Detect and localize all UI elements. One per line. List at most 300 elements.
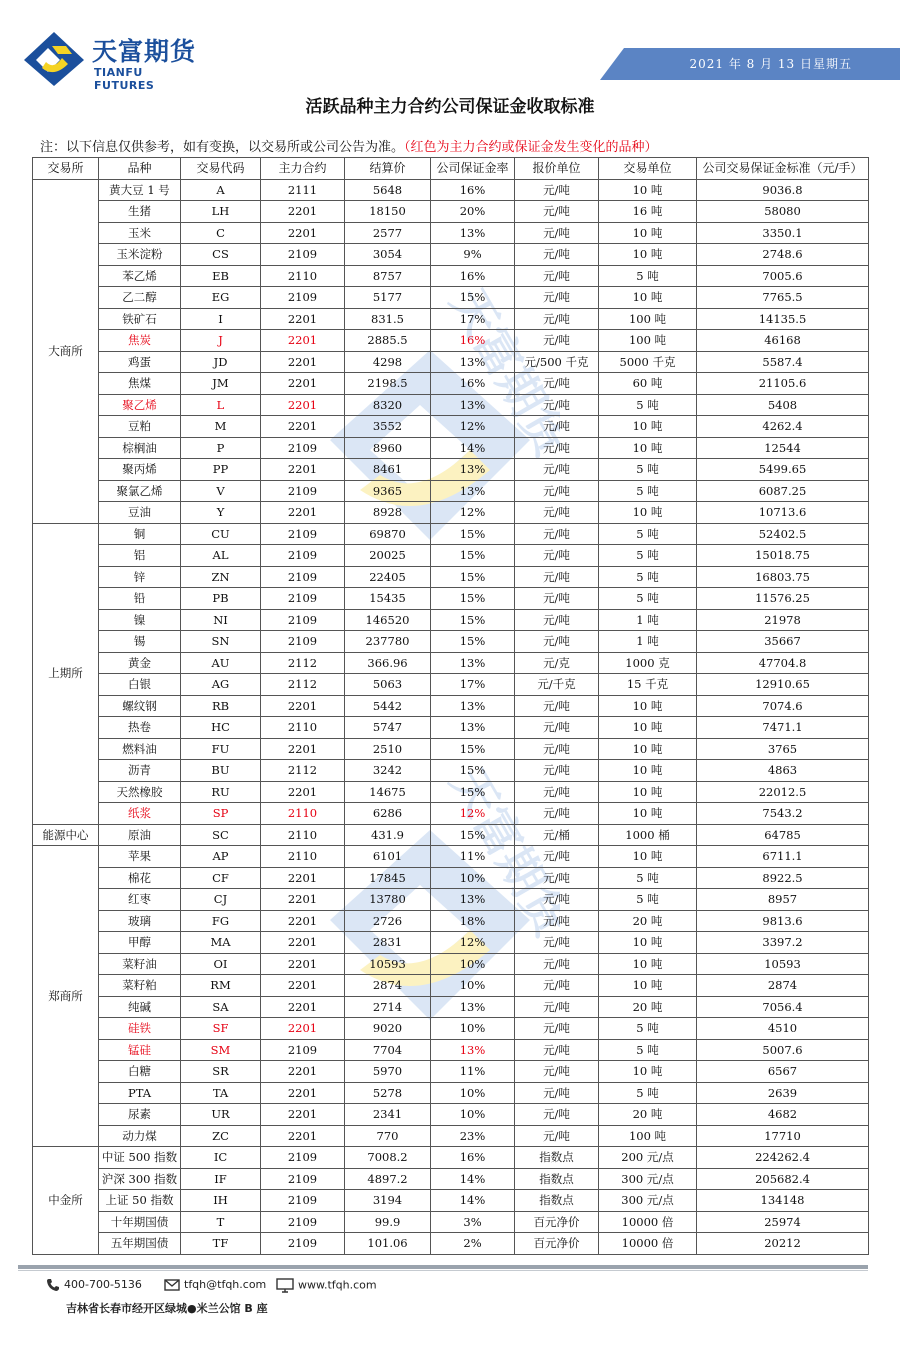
margin-rate-cell: 10%: [431, 975, 515, 997]
main-contract-cell: 2201: [261, 351, 345, 373]
main-contract-cell: 2201: [261, 975, 345, 997]
margin-standard-cell: 12910.65: [697, 674, 869, 696]
settle-price-cell: 5442: [345, 695, 431, 717]
trade-code-cell: RU: [181, 781, 261, 803]
table-row: [33, 1233, 869, 1255]
margin-standard-cell: 52402.5: [697, 523, 869, 545]
settle-price-cell: 2198.5: [345, 373, 431, 395]
margin-table: [32, 157, 869, 1255]
product-name-cell: 苹果: [99, 846, 181, 868]
settle-price-cell: 5278: [345, 1082, 431, 1104]
header-margin-standard: 公司交易保证金标准（元/手）: [697, 158, 869, 180]
product-name-cell: 玻璃: [99, 910, 181, 932]
trade-code-cell: MA: [181, 932, 261, 954]
table-row: [33, 695, 869, 717]
trade-unit-cell: 10 吨: [599, 416, 697, 438]
main-contract-cell: 2201: [261, 1082, 345, 1104]
trade-code-cell: CJ: [181, 889, 261, 911]
settle-price-cell: 5970: [345, 1061, 431, 1083]
trade-unit-cell: 10 吨: [599, 953, 697, 975]
exchange-cell: 大商所: [33, 179, 99, 523]
product-name-cell: 棉花: [99, 867, 181, 889]
margin-standard-cell: 6567: [697, 1061, 869, 1083]
margin-standard-cell: 3765: [697, 738, 869, 760]
quote-unit-cell: 元/吨: [515, 631, 599, 653]
quote-unit-cell: 元/吨: [515, 932, 599, 954]
product-name-cell: 生猪: [99, 201, 181, 223]
trade-code-cell: AG: [181, 674, 261, 696]
product-name-cell: 苯乙烯: [99, 265, 181, 287]
trade-code-cell: AL: [181, 545, 261, 567]
product-name-cell: 十年期国债: [99, 1211, 181, 1233]
trade-code-cell: IH: [181, 1190, 261, 1212]
main-contract-cell: 2201: [261, 695, 345, 717]
product-name-cell: 聚氯乙烯: [99, 480, 181, 502]
website-link[interactable]: www.tfqh.com: [298, 1278, 377, 1292]
trade-unit-cell: 20 吨: [599, 996, 697, 1018]
footer-phone: [46, 1278, 142, 1292]
product-name-cell: 黄大豆 1 号: [99, 179, 181, 201]
trade-code-cell: SC: [181, 824, 261, 846]
table-row: [33, 1018, 869, 1040]
margin-standard-cell: 16803.75: [697, 566, 869, 588]
svg-text:天富期货: 天富期货: [440, 278, 560, 465]
trade-unit-cell: 10 吨: [599, 179, 697, 201]
table-row: [33, 975, 869, 997]
report-date: 2021 年 8 月 13 日星期五: [689, 57, 852, 71]
quote-unit-cell: 元/吨: [515, 588, 599, 610]
trade-code-cell: Y: [181, 502, 261, 524]
settle-price-cell: 10593: [345, 953, 431, 975]
margin-standard-cell: 35667: [697, 631, 869, 653]
product-name-cell: 红枣: [99, 889, 181, 911]
quote-unit-cell: 元/吨: [515, 502, 599, 524]
settle-price-cell: 3242: [345, 760, 431, 782]
main-contract-cell: 2201: [261, 394, 345, 416]
trade-code-cell: OI: [181, 953, 261, 975]
trade-unit-cell: 5000 千克: [599, 351, 697, 373]
margin-standard-cell: 9036.8: [697, 179, 869, 201]
trade-unit-cell: 5 吨: [599, 1039, 697, 1061]
product-name-cell: 燃料油: [99, 738, 181, 760]
settle-price-cell: 15435: [345, 588, 431, 610]
quote-unit-cell: 元/吨: [515, 803, 599, 825]
trade-code-cell: A: [181, 179, 261, 201]
quote-unit-cell: 元/吨: [515, 910, 599, 932]
margin-rate-cell: 12%: [431, 803, 515, 825]
trade-code-cell: SN: [181, 631, 261, 653]
product-name-cell: 菜籽油: [99, 953, 181, 975]
margin-rate-cell: 15%: [431, 545, 515, 567]
margin-rate-cell: 15%: [431, 566, 515, 588]
margin-rate-cell: 20%: [431, 201, 515, 223]
main-contract-cell: 2201: [261, 1018, 345, 1040]
trade-code-cell: AU: [181, 652, 261, 674]
trade-unit-cell: 10 吨: [599, 846, 697, 868]
product-name-cell: 白糖: [99, 1061, 181, 1083]
trade-unit-cell: 100 吨: [599, 1125, 697, 1147]
quote-unit-cell: 元/吨: [515, 867, 599, 889]
margin-standard-cell: 7543.2: [697, 803, 869, 825]
header-product: 品种: [99, 158, 181, 180]
product-name-cell: 玉米: [99, 222, 181, 244]
trade-code-cell: J: [181, 330, 261, 352]
trade-code-cell: JM: [181, 373, 261, 395]
margin-standard-cell: 3397.2: [697, 932, 869, 954]
product-name-cell: 纯碱: [99, 996, 181, 1018]
table-row: [33, 437, 869, 459]
margin-standard-cell: 8922.5: [697, 867, 869, 889]
logo-chinese-name: 天富期货: [92, 37, 197, 66]
trade-code-cell: ZN: [181, 566, 261, 588]
settle-price-cell: 2874: [345, 975, 431, 997]
table-row: [33, 416, 869, 438]
settle-price-cell: 8928: [345, 502, 431, 524]
product-name-cell: 甲醇: [99, 932, 181, 954]
product-name-cell: 黄金: [99, 652, 181, 674]
trade-unit-cell: 5 吨: [599, 265, 697, 287]
margin-standard-cell: 5499.65: [697, 459, 869, 481]
margin-standard-cell: 9813.6: [697, 910, 869, 932]
phone-icon: [46, 1278, 60, 1292]
margin-standard-cell: 134148: [697, 1190, 869, 1212]
trade-unit-cell: 5 吨: [599, 523, 697, 545]
margin-standard-cell: 224262.4: [697, 1147, 869, 1169]
settle-price-cell: 2831: [345, 932, 431, 954]
margin-standard-cell: 5408: [697, 394, 869, 416]
product-name-cell: 棕榈油: [99, 437, 181, 459]
table-row: [33, 588, 869, 610]
trade-code-cell: BU: [181, 760, 261, 782]
settle-price-cell: 6286: [345, 803, 431, 825]
table-row: [33, 566, 869, 588]
main-contract-cell: 2110: [261, 846, 345, 868]
table-row: [33, 394, 869, 416]
table-row: [33, 910, 869, 932]
trade-unit-cell: 300 元/点: [599, 1190, 697, 1212]
main-contract-cell: 2201: [261, 781, 345, 803]
settle-price-cell: 7008.2: [345, 1147, 431, 1169]
margin-standard-cell: 7074.6: [697, 695, 869, 717]
exchange-cell: 中金所: [33, 1147, 99, 1255]
margin-standard-cell: 2639: [697, 1082, 869, 1104]
quote-unit-cell: 元/吨: [515, 1018, 599, 1040]
margin-standard-cell: 15018.75: [697, 545, 869, 567]
margin-rate-cell: 15%: [431, 609, 515, 631]
margin-rate-cell: 13%: [431, 652, 515, 674]
trade-code-cell: CF: [181, 867, 261, 889]
quote-unit-cell: 元/吨: [515, 609, 599, 631]
table-row: [33, 803, 869, 825]
quote-unit-cell: 元/吨: [515, 996, 599, 1018]
settle-price-cell: 146520: [345, 609, 431, 631]
trade-unit-cell: 10 吨: [599, 803, 697, 825]
margin-rate-cell: 10%: [431, 953, 515, 975]
trade-unit-cell: 10 吨: [599, 975, 697, 997]
main-contract-cell: 2112: [261, 760, 345, 782]
trade-unit-cell: 20 吨: [599, 910, 697, 932]
quote-unit-cell: 元/吨: [515, 738, 599, 760]
margin-rate-cell: 10%: [431, 867, 515, 889]
table-row: [33, 717, 869, 739]
trade-code-cell: EB: [181, 265, 261, 287]
trade-code-cell: SF: [181, 1018, 261, 1040]
product-name-cell: 原油: [99, 824, 181, 846]
main-contract-cell: 2109: [261, 480, 345, 502]
trade-code-cell: IF: [181, 1168, 261, 1190]
quote-unit-cell: 百元净价: [515, 1211, 599, 1233]
table-row: [33, 1104, 869, 1126]
margin-rate-cell: 11%: [431, 1061, 515, 1083]
table-row: [33, 846, 869, 868]
quote-unit-cell: 元/吨: [515, 717, 599, 739]
main-contract-cell: 2109: [261, 588, 345, 610]
product-name-cell: 镍: [99, 609, 181, 631]
margin-rate-cell: 13%: [431, 695, 515, 717]
settle-price-cell: 4298: [345, 351, 431, 373]
table-row: [33, 1190, 869, 1212]
margin-rate-cell: 16%: [431, 265, 515, 287]
table-row: [33, 1211, 869, 1233]
margin-standard-cell: 10713.6: [697, 502, 869, 524]
margin-rate-cell: 17%: [431, 674, 515, 696]
margin-rate-cell: 13%: [431, 1039, 515, 1061]
product-name-cell: 上证 50 指数: [99, 1190, 181, 1212]
monitor-icon: [276, 1278, 294, 1293]
table-row: [33, 179, 869, 201]
margin-standard-cell: 5587.4: [697, 351, 869, 373]
settle-price-cell: 14675: [345, 781, 431, 803]
quote-unit-cell: 元/吨: [515, 889, 599, 911]
settle-price-cell: 69870: [345, 523, 431, 545]
quote-unit-cell: 指数点: [515, 1147, 599, 1169]
trade-unit-cell: 60 吨: [599, 373, 697, 395]
table-row: [33, 244, 869, 266]
table-row: [33, 953, 869, 975]
main-contract-cell: 2201: [261, 222, 345, 244]
table-row: [33, 480, 869, 502]
quote-unit-cell: 指数点: [515, 1190, 599, 1212]
margin-standard-cell: 4510: [697, 1018, 869, 1040]
margin-standard-cell: 6711.1: [697, 846, 869, 868]
quote-unit-cell: 元/千克: [515, 674, 599, 696]
quote-unit-cell: 元/吨: [515, 222, 599, 244]
margin-rate-cell: 15%: [431, 631, 515, 653]
trade-unit-cell: 100 吨: [599, 308, 697, 330]
table-row: [33, 1039, 869, 1061]
trade-unit-cell: 1 吨: [599, 609, 697, 631]
quote-unit-cell: 元/克: [515, 652, 599, 674]
exchange-cell: 能源中心: [33, 824, 99, 846]
settle-price-cell: 366.96: [345, 652, 431, 674]
table-row: [33, 674, 869, 696]
trade-unit-cell: 5 吨: [599, 889, 697, 911]
main-contract-cell: 2109: [261, 1233, 345, 1255]
product-name-cell: 铜: [99, 523, 181, 545]
trade-code-cell: RM: [181, 975, 261, 997]
settle-price-cell: 3552: [345, 416, 431, 438]
margin-rate-cell: 16%: [431, 1147, 515, 1169]
margin-rate-cell: 12%: [431, 416, 515, 438]
settle-price-cell: 770: [345, 1125, 431, 1147]
table-row: [33, 1125, 869, 1147]
margin-standard-cell: 58080: [697, 201, 869, 223]
main-contract-cell: 2112: [261, 674, 345, 696]
margin-rate-cell: 15%: [431, 588, 515, 610]
trade-code-cell: PP: [181, 459, 261, 481]
quote-unit-cell: 元/吨: [515, 1061, 599, 1083]
trade-code-cell: FG: [181, 910, 261, 932]
settle-price-cell: 431.9: [345, 824, 431, 846]
table-row: [33, 1168, 869, 1190]
exchange-cell: 郑商所: [33, 846, 99, 1147]
trade-unit-cell: 10 吨: [599, 502, 697, 524]
trade-code-cell: T: [181, 1211, 261, 1233]
margin-rate-cell: 13%: [431, 394, 515, 416]
main-contract-cell: 2201: [261, 910, 345, 932]
main-contract-cell: 2109: [261, 437, 345, 459]
margin-rate-cell: 13%: [431, 480, 515, 502]
settle-price-cell: 99.9: [345, 1211, 431, 1233]
margin-rate-cell: 15%: [431, 738, 515, 760]
quote-unit-cell: 指数点: [515, 1168, 599, 1190]
trade-unit-cell: 10 吨: [599, 437, 697, 459]
trade-unit-cell: 16 吨: [599, 201, 697, 223]
table-row: [33, 781, 869, 803]
settle-price-cell: 9020: [345, 1018, 431, 1040]
trade-unit-cell: 1000 克: [599, 652, 697, 674]
quote-unit-cell: 元/吨: [515, 781, 599, 803]
trade-code-cell: CU: [181, 523, 261, 545]
quote-unit-cell: 元/吨: [515, 459, 599, 481]
margin-standard-cell: 17710: [697, 1125, 869, 1147]
trade-unit-cell: 5 吨: [599, 566, 697, 588]
trade-unit-cell: 10 吨: [599, 695, 697, 717]
margin-rate-cell: 14%: [431, 1190, 515, 1212]
trade-code-cell: V: [181, 480, 261, 502]
trade-code-cell: FU: [181, 738, 261, 760]
product-name-cell: 锡: [99, 631, 181, 653]
email-address[interactable]: tfqh@tfqh.com: [184, 1278, 267, 1291]
main-contract-cell: 2109: [261, 1168, 345, 1190]
settle-price-cell: 5063: [345, 674, 431, 696]
trade-unit-cell: 10 吨: [599, 932, 697, 954]
settle-price-cell: 13780: [345, 889, 431, 911]
product-name-cell: 豆油: [99, 502, 181, 524]
trade-code-cell: RB: [181, 695, 261, 717]
quote-unit-cell: 元/吨: [515, 695, 599, 717]
margin-rate-cell: 15%: [431, 287, 515, 309]
quote-unit-cell: 元/吨: [515, 373, 599, 395]
settle-price-cell: 5747: [345, 717, 431, 739]
quote-unit-cell: 元/吨: [515, 846, 599, 868]
header-quote-unit: 报价单位: [515, 158, 599, 180]
product-name-cell: 锌: [99, 566, 181, 588]
table-row: [33, 351, 869, 373]
margin-standard-cell: 3350.1: [697, 222, 869, 244]
table-row: [33, 1082, 869, 1104]
product-name-cell: 豆粕: [99, 416, 181, 438]
svg-text:天富期货: 天富期货: [440, 758, 560, 945]
trade-unit-cell: 10 吨: [599, 717, 697, 739]
quote-unit-cell: 百元净价: [515, 1233, 599, 1255]
settle-price-cell: 2577: [345, 222, 431, 244]
margin-standard-cell: 25974: [697, 1211, 869, 1233]
settle-price-cell: 2510: [345, 738, 431, 760]
header-exchange: 交易所: [33, 158, 99, 180]
settle-price-cell: 2885.5: [345, 330, 431, 352]
main-contract-cell: 2112: [261, 652, 345, 674]
margin-standard-cell: 7056.4: [697, 996, 869, 1018]
table-row: [33, 738, 869, 760]
margin-rate-cell: 15%: [431, 760, 515, 782]
main-contract-cell: 2201: [261, 889, 345, 911]
trade-code-cell: IC: [181, 1147, 261, 1169]
margin-standard-cell: 46168: [697, 330, 869, 352]
trade-code-cell: SR: [181, 1061, 261, 1083]
margin-rate-cell: 17%: [431, 308, 515, 330]
trade-unit-cell: 1 吨: [599, 631, 697, 653]
main-contract-cell: 2109: [261, 523, 345, 545]
main-contract-cell: 2110: [261, 717, 345, 739]
product-name-cell: 焦炭: [99, 330, 181, 352]
header-contract: 主力合约: [261, 158, 345, 180]
settle-price-cell: 8757: [345, 265, 431, 287]
margin-standard-cell: 10593: [697, 953, 869, 975]
settle-price-cell: 8320: [345, 394, 431, 416]
note-main-text: 注：以下信息仅供参考，如有变换，以交易所或公司公告为准。: [40, 140, 405, 155]
margin-rate-cell: 10%: [431, 1104, 515, 1126]
margin-rate-cell: 10%: [431, 1018, 515, 1040]
settle-price-cell: 3054: [345, 244, 431, 266]
trade-code-cell: SM: [181, 1039, 261, 1061]
trade-unit-cell: 200 元/点: [599, 1147, 697, 1169]
header-settle-price: 结算价: [345, 158, 431, 180]
product-name-cell: 动力煤: [99, 1125, 181, 1147]
product-name-cell: 鸡蛋: [99, 351, 181, 373]
main-contract-cell: 2201: [261, 201, 345, 223]
table-row: [33, 459, 869, 481]
table-row: [33, 265, 869, 287]
settle-price-cell: 8461: [345, 459, 431, 481]
quote-unit-cell: 元/吨: [515, 394, 599, 416]
quote-unit-cell: 元/吨: [515, 179, 599, 201]
quote-unit-cell: 元/吨: [515, 416, 599, 438]
margin-standard-cell: 2748.6: [697, 244, 869, 266]
trade-unit-cell: 100 吨: [599, 330, 697, 352]
note-red-text: （红色为主力合约或保证金发生变化的品种）: [404, 140, 658, 155]
quote-unit-cell: 元/桶: [515, 824, 599, 846]
product-name-cell: 铁矿石: [99, 308, 181, 330]
margin-rate-cell: 14%: [431, 1168, 515, 1190]
quote-unit-cell: 元/吨: [515, 1082, 599, 1104]
table-row: [33, 201, 869, 223]
main-contract-cell: 2109: [261, 287, 345, 309]
trade-code-cell: M: [181, 416, 261, 438]
trade-unit-cell: 10 吨: [599, 244, 697, 266]
settle-price-cell: 20025: [345, 545, 431, 567]
settle-price-cell: 22405: [345, 566, 431, 588]
main-contract-cell: 2110: [261, 824, 345, 846]
table-row: [33, 308, 869, 330]
settle-price-cell: 5648: [345, 179, 431, 201]
margin-rate-cell: 13%: [431, 889, 515, 911]
table-row: [33, 631, 869, 653]
main-contract-cell: 2201: [261, 459, 345, 481]
quote-unit-cell: 元/吨: [515, 1039, 599, 1061]
product-name-cell: PTA: [99, 1082, 181, 1104]
quote-unit-cell: 元/500 千克: [515, 351, 599, 373]
